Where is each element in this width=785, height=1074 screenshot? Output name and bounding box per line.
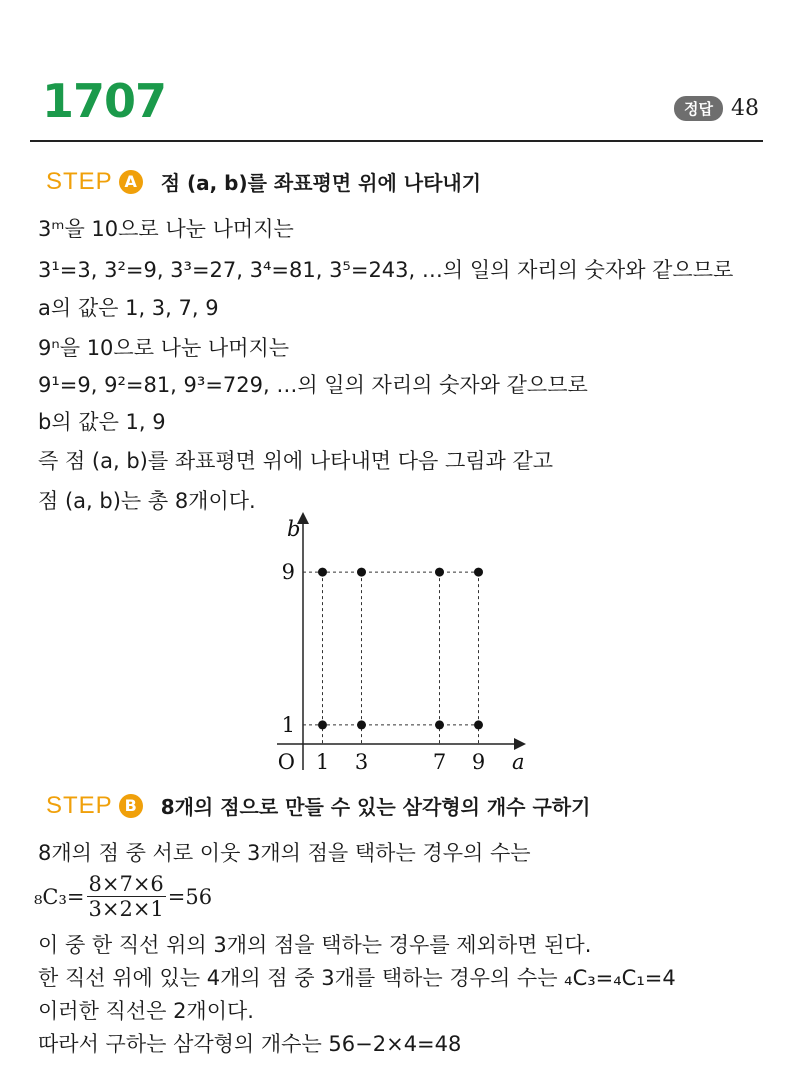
combo-numerator: 8×7×6: [88, 872, 164, 896]
step-a-line: a의 값은 1, 3, 7, 9: [38, 296, 219, 320]
header-divider: [30, 140, 763, 142]
combo-rhs: =56: [167, 884, 213, 909]
step-a-letter-icon: A: [119, 170, 143, 194]
combo-lhs: ₈C₃=: [34, 884, 85, 909]
data-point: [435, 720, 444, 729]
step-a-line: 점 (a, b)는 총 8개이다.: [38, 489, 256, 513]
step-b-line: 한 직선 위에 있는 4개의 점 중 3개를 택하는 경우의 수는 ₄C₃=₄C₁=4: [38, 966, 676, 990]
answer-box: [674, 96, 759, 121]
y-tick-label: 1: [281, 712, 295, 737]
step-a-line: 9¹=9, 9²=81, 9³=729, …의 일의 자리의 숫자와 같으므로: [38, 373, 588, 397]
data-point: [318, 720, 327, 729]
data-point: [474, 720, 483, 729]
step-a-line: 9ⁿ을 10으로 나눈 나머지는: [38, 336, 290, 360]
step-a-line: 3¹=3, 3²=9, 3³=27, 3⁴=81, 3⁵=243, …의 일의 자리의 숫자와 같으므로: [38, 258, 734, 282]
dotted-guides: [303, 572, 479, 744]
step-b-title: 8개의 점으로 만들 수 있는 삼각형의 개수 구하기: [160, 795, 591, 819]
step-b-letter-icon: B: [119, 794, 143, 818]
data-point: [318, 568, 327, 577]
step-a-line: 3ᵐ을 10으로 나눈 나머지는: [38, 217, 294, 241]
coordinate-plot: [265, 510, 535, 775]
step-b-line: 따라서 구하는 삼각형의 개수는 56−2×4=48: [38, 1032, 462, 1056]
axis-labels: [278, 517, 525, 774]
step-b-word: STEP: [46, 791, 113, 819]
step-b-line: 이러한 직선은 2개이다.: [38, 999, 254, 1023]
answer-badge: 정답: [674, 96, 723, 121]
answer-value: 48: [731, 96, 759, 121]
data-point: [357, 568, 366, 577]
y-axis-label: b: [287, 517, 301, 541]
step-b-line: 이 중 한 직선 위의 3개의 점을 택하는 경우를 제외하면 된다.: [38, 933, 592, 957]
step-a-heading: [46, 167, 481, 196]
step-b-heading: [46, 791, 590, 820]
step-a-line: b의 값은 1, 9: [38, 410, 166, 434]
step-b-line: 8개의 점 중 서로 이웃 3개의 점을 택하는 경우의 수는: [38, 841, 531, 865]
y-tick-label: 9: [281, 560, 295, 585]
data-point: [357, 720, 366, 729]
origin-label: O: [277, 750, 295, 774]
combo-fraction: [87, 872, 166, 921]
data-points: [318, 568, 483, 730]
combo-denominator: 3×2×1: [88, 897, 164, 921]
combination-formula: [34, 872, 212, 921]
problem-number: 1707: [42, 74, 167, 128]
step-a-word: STEP: [46, 167, 113, 195]
x-tick-label: 1: [315, 750, 330, 774]
step-a-line: 즉 점 (a, b)를 좌표평면 위에 나타내면 다음 그림과 같고: [38, 449, 554, 473]
x-axis-label: a: [512, 750, 525, 774]
x-tick-label: 3: [354, 750, 369, 774]
x-tick-label: 7: [432, 750, 447, 774]
step-a-title: 점 (a, b)를 좌표평면 위에 나타내기: [160, 171, 482, 195]
x-tick-label: 9: [471, 750, 486, 774]
data-point: [435, 568, 444, 577]
data-point: [474, 568, 483, 577]
